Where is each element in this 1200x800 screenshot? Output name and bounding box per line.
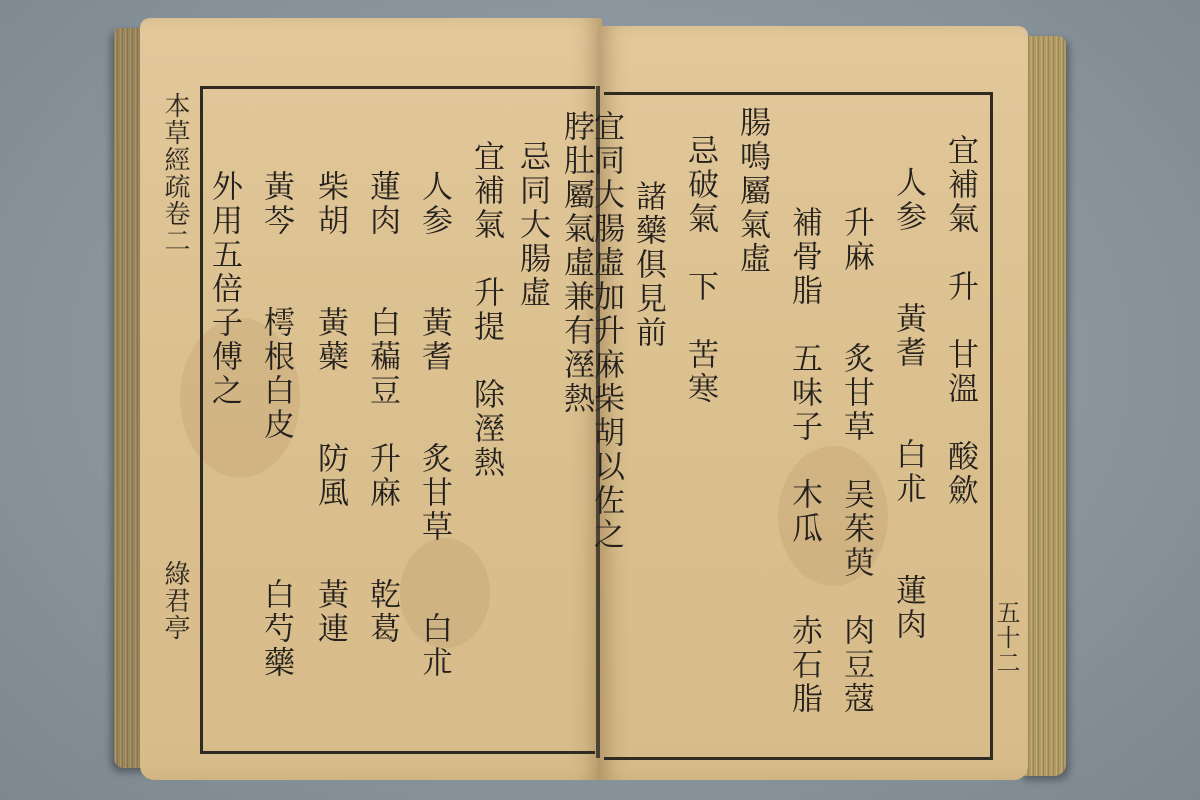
left-col-7: 黃芩 樗根白皮 白芍藥 <box>258 170 294 680</box>
left-col-2: 忌同大腸虛 <box>514 140 550 310</box>
publisher-mark-margin: 綠君亭 <box>160 560 190 641</box>
right-col-5: 腸鳴屬氣虛 <box>734 106 770 276</box>
right-col-4: 補骨脂 五味子 木瓜 赤石脂 <box>786 206 822 716</box>
right-col-6: 忌破氣 下 苦寒 <box>682 134 718 406</box>
left-col-8: 外用五倍子傅之 <box>206 170 242 408</box>
right-col-3: 升麻 炙甘草 吴茱萸 肉豆蔻 <box>838 206 874 716</box>
left-col-4: 人参 黃耆 炙甘草 白朮 <box>416 170 452 680</box>
book-title-margin: 本草經疏卷二 <box>160 92 190 254</box>
right-col-7: 諸藥俱見前 <box>630 180 666 350</box>
left-col-1: 脖肚屬氣虛兼有溼熱 <box>558 110 594 416</box>
right-col-2: 人参 黃耆 白朮 蓮肉 <box>890 166 926 642</box>
left-col-6: 柴胡 黃蘗 防風 黃連 <box>312 170 348 646</box>
left-col-3: 宜補氣 升提 除溼熱 <box>468 140 504 480</box>
folio-number: 五十二 <box>992 600 1020 675</box>
right-col-8: 宜同大腸虛加升麻柴胡以佐之 <box>588 110 624 552</box>
right-col-1: 宜補氣 升 甘溫 酸歛 <box>942 134 978 508</box>
left-col-5: 蓮肉 白藊豆 升麻 乾葛 <box>364 170 400 646</box>
